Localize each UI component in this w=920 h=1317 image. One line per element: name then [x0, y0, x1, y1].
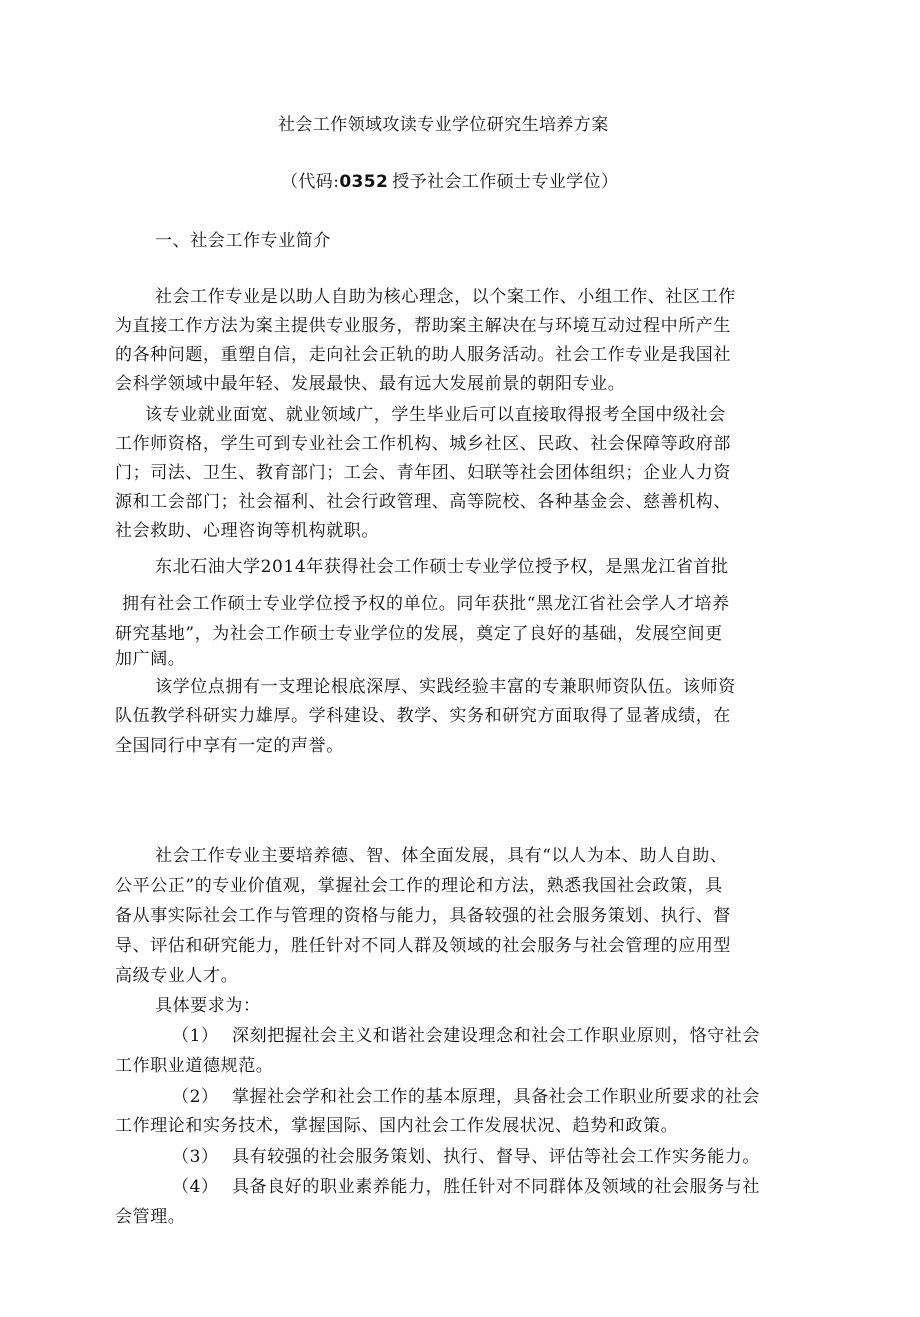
- goal-line: 导、评估和研究能力，胜任针对不同人群及领域的社会服务与社会管理的应用型: [115, 936, 731, 956]
- requirement-number: （2）: [172, 1087, 219, 1107]
- intro-line: 的各种问题，重塑自信，走向社会正轨的助人服务活动。社会工作专业是我国社: [115, 345, 731, 365]
- subtitle-suffix: 授予社会工作硕士专业学位）: [392, 172, 619, 192]
- intro-line: 为直接工作方法为案主提供专业服务，帮助案主解决在与环境互动过程中所产生: [115, 316, 731, 336]
- goal-line: 备从事实际社会工作与管理的资格与能力，具备较强的社会服务策划、执行、督: [115, 906, 731, 926]
- document-subtitle: [281, 172, 618, 192]
- intro-line: 门；司法、卫生、教育部门；工会、青年团、妇联等社会团体组织；企业人力资: [115, 463, 731, 483]
- goal-line: 公平公正”的专业价值观，掌握社会工作的理论和方法，熟悉我国社会政策，具: [115, 876, 723, 896]
- requirement-continuation: 会管理。: [115, 1207, 186, 1227]
- goal-line: 高级专业人才。: [115, 966, 239, 986]
- intro-line: 源和工会部门；社会福利、社会行政管理、高等院校、各种基金会、慈善机构、: [115, 492, 731, 512]
- intro-line: 会科学领域中最年轻、发展最快、最有远大发展前景的朝阳专业。: [115, 374, 626, 394]
- intro-line: 队伍教学科研实力雄厚。学科建设、教学、实务和研究方面取得了显著成绩，在: [115, 706, 731, 726]
- document-title: 社会工作领域攻读专业学位研究生培养方案: [278, 115, 609, 135]
- requirement-number: （3）: [172, 1147, 219, 1167]
- requirement-text: 掌握社会学和社会工作的基本原理，具备社会工作职业所要求的社会: [232, 1087, 760, 1107]
- intro-line: 该学位点拥有一支理论根底深厚、实践经验丰富的专兼职师资队伍。该师资: [155, 677, 736, 697]
- intro-line: 全国同行中享有一定的声誉。: [115, 736, 344, 756]
- intro-line: 东北石油大学2014年获得社会工作硕士专业学位授予权，是黑龙江省首批: [155, 557, 729, 577]
- section1-heading: 一、社会工作专业简介: [155, 231, 331, 251]
- requirement-text: 深刻把握社会主义和谐社会建设理念和社会工作职业原则，恪守社会: [232, 1026, 760, 1046]
- intro-line: 加广阔。: [115, 649, 186, 669]
- requirement-text: 具备良好的职业素养能力，胜任针对不同群体及领域的社会服务与社: [232, 1177, 760, 1197]
- requirement-continuation: 工作理论和实务技术，掌握国际、国内社会工作发展状况、趋势和政策。: [115, 1116, 679, 1136]
- subtitle-code: 0352: [339, 172, 389, 192]
- intro-line: 社会救助、心理咨询等机构就职。: [115, 521, 379, 541]
- requirement-text: 具有较强的社会服务策划、执行、督导、评估等社会工作实务能力。: [232, 1147, 760, 1167]
- requirement-number: （4）: [172, 1177, 219, 1197]
- intro-line: 社会工作专业是以助人自助为核心理念，以个案工作、小组工作、社区工作: [155, 287, 736, 307]
- requirements-intro: 具体要求为：: [155, 996, 261, 1016]
- intro-line: 工作师资格，学生可到专业社会工作机构、城乡社区、民政、社会保障等政府部: [115, 434, 731, 454]
- requirement-number: （1）: [172, 1026, 219, 1046]
- goal-line: 社会工作专业主要培养德、智、体全面发展，具有“以人为本、助人自助、: [155, 846, 728, 866]
- subtitle-prefix: （代码:: [281, 172, 340, 192]
- requirement-continuation: 工作职业道德规范。: [115, 1056, 274, 1076]
- intro-line: 研究基地”，为社会工作硕士专业学位的发展，奠定了良好的基础，发展空间更: [115, 624, 723, 644]
- intro-line: 拥有社会工作硕士专业学位授予权的单位。同年获批“黑龙江省社会学人才培养: [122, 594, 730, 614]
- intro-line: 该专业就业面宽、就业领域广，学生毕业后可以直接取得报考全国中级社会: [145, 405, 726, 425]
